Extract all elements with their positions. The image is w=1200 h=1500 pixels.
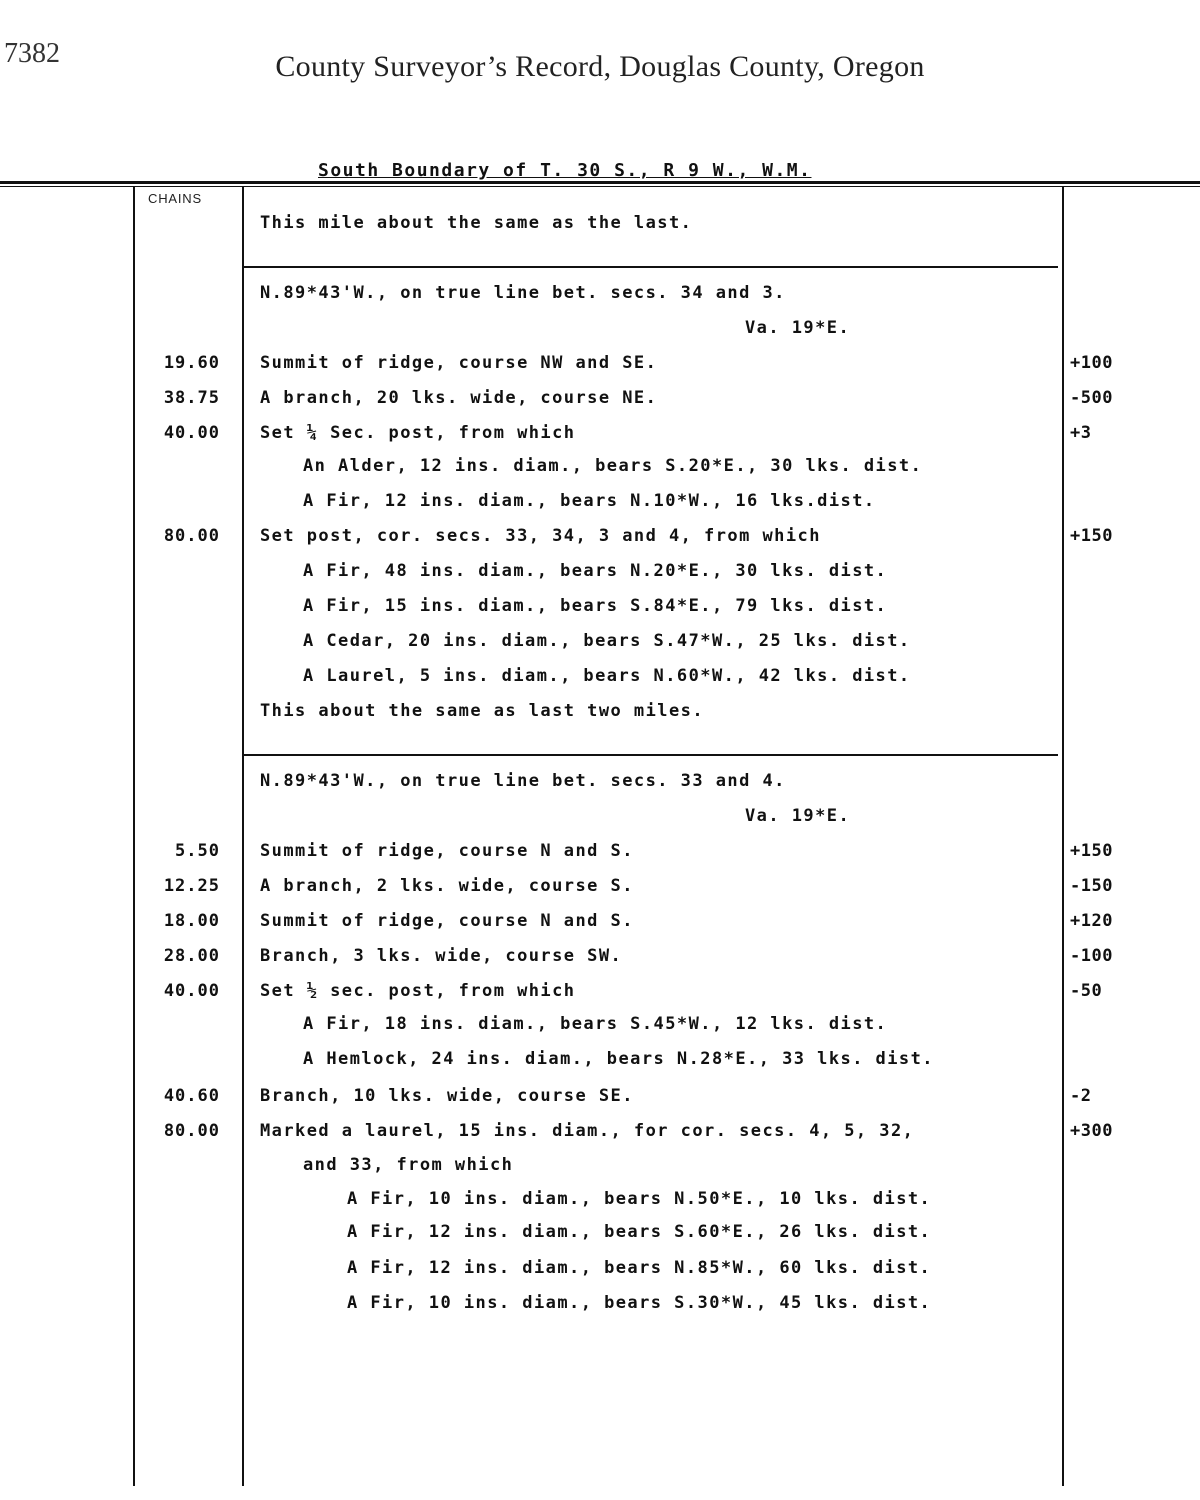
elevation-change: -100	[1070, 946, 1113, 966]
header-rule-thick	[0, 181, 1200, 184]
chain-distance: 18.00	[163, 911, 220, 931]
chain-distance: 38.75	[163, 388, 220, 408]
note-row	[0, 388, 1200, 416]
note-row	[0, 841, 1200, 869]
elevation-change: +3	[1070, 423, 1092, 443]
note-text: An Alder, 12 ins. diam., bears S.20*E., 30 lks. dist.	[303, 456, 923, 476]
chains-column-header: CHAINS	[148, 191, 202, 206]
note-row	[0, 1222, 1200, 1250]
note-row	[0, 701, 1200, 729]
section-subtitle: South Boundary of T. 30 S., R 9 W., W.M.	[318, 160, 812, 181]
header-rule-thin	[0, 186, 1200, 187]
page-title: County Surveyor’s Record, Douglas County, Oregon	[275, 50, 925, 83]
note-row	[0, 596, 1200, 624]
elevation-change: -50	[1070, 981, 1103, 1001]
note-row	[0, 526, 1200, 554]
note-text: Set ½ sec. post, from which	[260, 981, 576, 1001]
note-text: A Fir, 48 ins. diam., bears N.20*E., 30 lks. dist.	[303, 561, 888, 581]
note-row	[0, 491, 1200, 519]
chain-distance: 80.00	[163, 1121, 220, 1141]
note-text: Va. 19*E.	[745, 806, 851, 826]
note-text: N.89*43'W., on true line bet. secs. 34 and 3.	[260, 283, 786, 303]
note-row	[0, 1293, 1200, 1321]
chain-distance: 80.00	[163, 526, 220, 546]
chain-distance: 40.00	[163, 423, 220, 443]
note-row	[0, 1121, 1200, 1149]
note-row	[0, 1086, 1200, 1114]
note-row	[0, 213, 1200, 241]
note-text: and 33, from which	[303, 1155, 514, 1175]
note-text: Marked a laurel, 15 ins. diam., for cor. secs. 4, 5, 32,	[260, 1121, 915, 1141]
elevation-change: +300	[1070, 1121, 1113, 1141]
note-row	[0, 318, 1200, 346]
page-number: 7382	[4, 38, 60, 69]
note-text: A Fir, 12 ins. diam., bears S.60*E., 26 lks. dist.	[347, 1222, 932, 1242]
note-text: This mile about the same as the last.	[260, 213, 693, 233]
note-text: A Fir, 12 ins. diam., bears N.10*W., 16 lks.dist.	[303, 491, 876, 511]
note-text: Summit of ridge, course N and S.	[260, 841, 634, 861]
mile-separator	[244, 266, 1058, 268]
elevation-change: -150	[1070, 876, 1113, 896]
note-text: A Fir, 10 ins. diam., bears N.50*E., 10 lks. dist.	[347, 1189, 932, 1209]
chain-distance: 28.00	[163, 946, 220, 966]
elevation-change: +150	[1070, 841, 1113, 861]
elevation-change: +120	[1070, 911, 1113, 931]
note-row	[0, 283, 1200, 311]
mile-separator	[244, 754, 1058, 756]
chain-distance: 5.50	[175, 841, 220, 861]
chains-column-right-line	[242, 186, 244, 1486]
note-text: N.89*43'W., on true line bet. secs. 33 and 4.	[260, 771, 786, 791]
note-row	[0, 666, 1200, 694]
note-text: A Fir, 10 ins. diam., bears S.30*W., 45 lks. dist.	[347, 1293, 932, 1313]
note-row	[0, 981, 1200, 1009]
note-row	[0, 1049, 1200, 1077]
note-text: Summit of ridge, course NW and SE.	[260, 353, 658, 373]
note-row	[0, 1155, 1200, 1183]
note-text: Va. 19*E.	[745, 318, 851, 338]
note-row	[0, 1189, 1200, 1217]
note-text: This about the same as last two miles.	[260, 701, 705, 721]
elevation-change: -2	[1070, 1086, 1092, 1106]
note-row	[0, 1014, 1200, 1042]
note-text: Set ¼ Sec. post, from which	[260, 423, 576, 443]
note-text: A Laurel, 5 ins. diam., bears N.60*W., 42 lks. dist.	[303, 666, 911, 686]
chain-distance: 12.25	[163, 876, 220, 896]
note-text: A branch, 2 lks. wide, course S.	[260, 876, 634, 896]
note-row	[0, 876, 1200, 904]
chain-distance: 40.60	[163, 1086, 220, 1106]
note-text: A Hemlock, 24 ins. diam., bears N.28*E., 33 lks. dist.	[303, 1049, 934, 1069]
notes-column-right-line	[1062, 186, 1064, 1486]
note-row	[0, 631, 1200, 659]
note-row	[0, 771, 1200, 799]
note-row	[0, 911, 1200, 939]
note-text: Set post, cor. secs. 33, 34, 3 and 4, from which	[260, 526, 821, 546]
note-row	[0, 946, 1200, 974]
note-text: A Fir, 18 ins. diam., bears S.45*W., 12 lks. dist.	[303, 1014, 888, 1034]
note-row	[0, 423, 1200, 451]
note-text: Branch, 10 lks. wide, course SE.	[260, 1086, 634, 1106]
chain-distance: 19.60	[163, 353, 220, 373]
note-text: Summit of ridge, course N and S.	[260, 911, 634, 931]
note-row	[0, 353, 1200, 381]
note-row	[0, 561, 1200, 589]
elevation-change: -500	[1070, 388, 1113, 408]
elevation-change: +100	[1070, 353, 1113, 373]
note-text: A branch, 20 lks. wide, course NE.	[260, 388, 658, 408]
elevation-change: +150	[1070, 526, 1113, 546]
chains-column-left-line	[133, 186, 135, 1486]
note-text: Branch, 3 lks. wide, course SW.	[260, 946, 623, 966]
note-text: A Fir, 12 ins. diam., bears N.85*W., 60 lks. dist.	[347, 1258, 932, 1278]
chain-distance: 40.00	[163, 981, 220, 1001]
note-row	[0, 806, 1200, 834]
note-row	[0, 456, 1200, 484]
note-text: A Fir, 15 ins. diam., bears S.84*E., 79 lks. dist.	[303, 596, 888, 616]
note-text: A Cedar, 20 ins. diam., bears S.47*W., 25 lks. dist.	[303, 631, 911, 651]
note-row	[0, 1258, 1200, 1286]
